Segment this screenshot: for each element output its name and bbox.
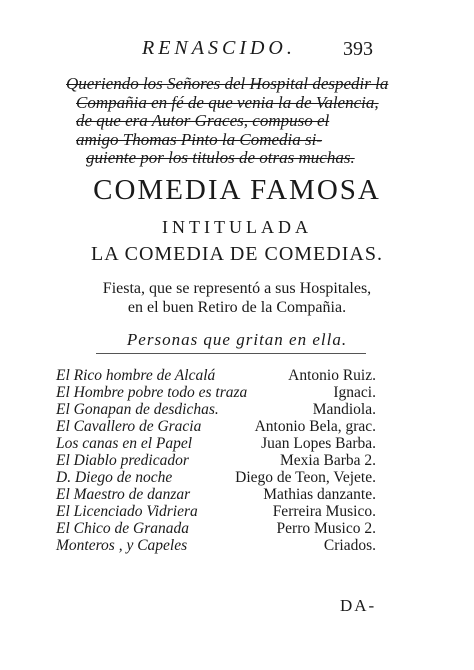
running-head: RENASCIDO. (142, 37, 296, 59)
role-name: El Gonapan de desdichas. (56, 401, 219, 418)
role-name: Monteros , y Capeles (56, 537, 188, 554)
actor-name: Ignaci. (333, 384, 376, 401)
actor-name: Antonio Bela, grac. (254, 418, 376, 435)
actor-name: Diego de Teon, Vejete. (235, 469, 376, 486)
title-main: COMEDIA FAMOSA (93, 174, 381, 206)
cast-row (56, 367, 376, 384)
role-name: El Maestro de danzar (56, 486, 191, 503)
cast-row (56, 469, 376, 486)
cast-row (56, 435, 376, 452)
role-name: El Rico hombre de Alcalá (56, 367, 216, 384)
struck-note-line: Queriendo los Señores del Hospital despedir la (66, 74, 389, 93)
role-name: Los canas en el Papel (56, 435, 193, 452)
page-number: 393 (343, 38, 373, 60)
role-name: El Licenciado Vidriera (56, 503, 198, 520)
cast-row (56, 486, 376, 503)
struck-note-line: Compañia en fé de que venia la de Valencia, (76, 93, 379, 112)
cast-row (56, 418, 376, 435)
fiesta-line: Fiesta, que se representó a sus Hospitales, (102, 280, 372, 297)
cast-heading: Personas que gritan en ella. (126, 330, 348, 349)
cast-row (56, 384, 376, 401)
title-sub: INTITULADA (162, 217, 312, 237)
role-name: El Diablo predicador (56, 452, 189, 469)
fiesta-line: en el buen Retiro de la Compañia. (127, 299, 347, 316)
actor-name: Juan Lopes Barba. (261, 435, 376, 452)
actor-name: Mandiola. (312, 401, 376, 418)
role-name: El Hombre pobre todo es traza (56, 384, 248, 401)
cast-row (56, 537, 376, 554)
actor-name: Perro Musico 2. (276, 520, 376, 537)
catchword: DA- (340, 596, 377, 615)
role-name: El Cavallero de Gracia (56, 418, 202, 435)
role-name: El Chico de Granada (56, 520, 190, 537)
role-name: D. Diego de noche (56, 469, 173, 486)
cast-row (56, 452, 376, 469)
struck-note-line: amigo Thomas Pinto la Comedia si- (76, 130, 323, 149)
struck-note-line: de que era Autor Graces, compuso el (76, 111, 330, 130)
actor-name: Antonio Ruiz. (288, 367, 376, 384)
actor-name: Ferreira Musico. (272, 503, 376, 520)
cast-row (56, 401, 376, 418)
actor-name: Mathias danzante. (263, 486, 376, 503)
cast-list (56, 367, 376, 554)
struck-note-line: guiente por los titulos de otras muchas. (86, 148, 355, 167)
actor-name: Mexia Barba 2. (280, 452, 376, 469)
divider-rule (96, 353, 366, 354)
cast-row (56, 520, 376, 537)
actor-name: Criados. (323, 537, 376, 554)
play-title: LA COMEDIA DE COMEDIAS. (91, 243, 383, 265)
cast-row (56, 503, 376, 520)
